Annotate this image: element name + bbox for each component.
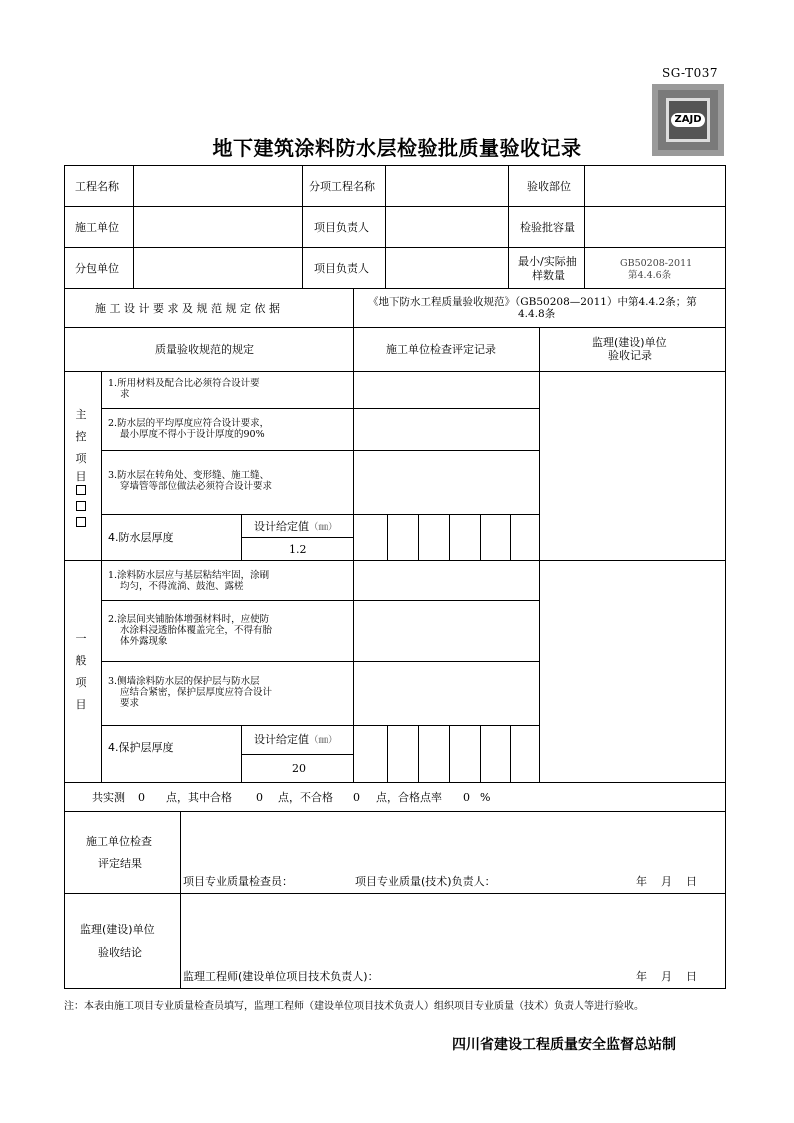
general-item-2: 2.涂层间夹铺胎体增强材料时，应使防 水涂料浸透胎体覆盖完全，不得有胎 体外露现象: [108, 614, 273, 647]
supervisor-header-1: 监理(建设)单位: [592, 336, 667, 349]
main-item-1: 1.所用材料及配合比必须符合设计要 求: [108, 378, 260, 400]
contractor-date: 年 月 日: [636, 875, 697, 888]
general-design-value: 20: [292, 762, 306, 775]
contractor-check-header: 施工单位检查评定记录: [386, 343, 496, 356]
summary-rate: 0: [463, 791, 470, 804]
supervisor-result-label-2: 验收结论: [98, 946, 142, 959]
summary-fail-label: 点，不合格: [278, 791, 333, 804]
summary-percent: %: [480, 791, 491, 804]
standard-ref-2: 第4.4.6条: [628, 270, 672, 281]
spec-column-header: 质量验收规范的规定: [155, 343, 254, 356]
acceptance-part-label: 验收部位: [527, 180, 571, 193]
quality-leader-label: 项目专业质量(技术)负责人：: [355, 875, 496, 888]
quality-inspector-label: 项目专业质量检查员：: [183, 875, 293, 888]
general-design-value-label: 设计给定值（㎜）: [254, 733, 338, 746]
contractor-result-label-1: 施工单位检查: [86, 835, 152, 848]
footnote: 注：本表由施工项目专业质量检查员填写，监理工程师（建设单位项目技术负责人）组织项目专业质量（技术）负责人等进行验收。: [64, 1001, 644, 1012]
general-items-group-label: 一 般 项 目: [75, 632, 87, 711]
supervisor-header-2: 验收记录: [608, 349, 652, 362]
summary-pass-label: 点，其中合格: [166, 791, 232, 804]
summary-pass: 0: [256, 791, 263, 804]
main-item-3: 3.防水层在转角处、变形缝、施工缝、 穿墙管等部位做法必须符合设计要求: [108, 470, 273, 492]
general-item-3: 3.侧墙涂料防水层的保护层与防水层 应结合紧密，保护层厚度应符合设计 要求: [108, 676, 273, 709]
main-item-4: 4.防水层厚度: [108, 531, 174, 544]
summary-total: 0: [138, 791, 145, 804]
project-manager-label: 项目负责人: [314, 221, 369, 234]
standard-ref-1: GB50208-2011: [620, 258, 693, 269]
general-item-1: 1.涂料防水层应与基层粘结牢固，涂刷 均匀，不得流淌、鼓泡、露槎: [108, 570, 270, 592]
basis-text-1: 《地下防水工程质量验收规范》（GB50208—2011）中第4.4.2条；第: [368, 296, 697, 308]
page-title: 地下建筑涂料防水层检验批质量验收记录: [212, 136, 582, 160]
issuer-footer: 四川省建设工程质量安全监督总站制: [452, 1037, 676, 1053]
sample-label-2: 样数量: [532, 269, 565, 282]
summary-total-label: 共实测: [92, 791, 125, 804]
basis-text-2: 4.4.8条: [518, 308, 556, 320]
summary-rate-label: 点，合格点率: [376, 791, 442, 804]
subcontractor-label: 分包单位: [75, 262, 119, 275]
form-code: SG-T037: [662, 66, 719, 80]
project-manager-label-2: 项目负责人: [314, 262, 369, 275]
main-design-value-label: 设计给定值（㎜）: [254, 520, 338, 533]
supervisor-date: 年 月 日: [636, 970, 697, 983]
project-name-label: 工程名称: [75, 180, 119, 193]
summary-fail: 0: [353, 791, 360, 804]
supervising-engineer-label: 监理工程师(建设单位项目技术负责人)：: [183, 970, 379, 983]
sub-project-label: 分项工程名称: [309, 180, 375, 193]
main-items-group-label: 主 控 项 目: [74, 404, 88, 531]
main-item-2: 2.防水层的平均厚度应符合设计要求， 最小厚度不得小于设计厚度的90%: [108, 418, 270, 440]
contractor-result-label-2: 评定结果: [98, 857, 142, 870]
batch-capacity-label: 检验批容量: [520, 221, 575, 234]
main-design-value: 1.2: [289, 543, 307, 556]
basis-label: 施 工 设 计 要 求 及 规 范 规 定 依 据: [95, 302, 280, 315]
supervisor-result-label-1: 监理(建设)单位: [80, 923, 155, 936]
logo-text: ZAJD: [671, 113, 705, 127]
general-item-4: 4.保护层厚度: [108, 741, 174, 754]
contractor-label: 施工单位: [75, 221, 119, 234]
sample-label-1: 最小/实际抽: [518, 255, 577, 268]
